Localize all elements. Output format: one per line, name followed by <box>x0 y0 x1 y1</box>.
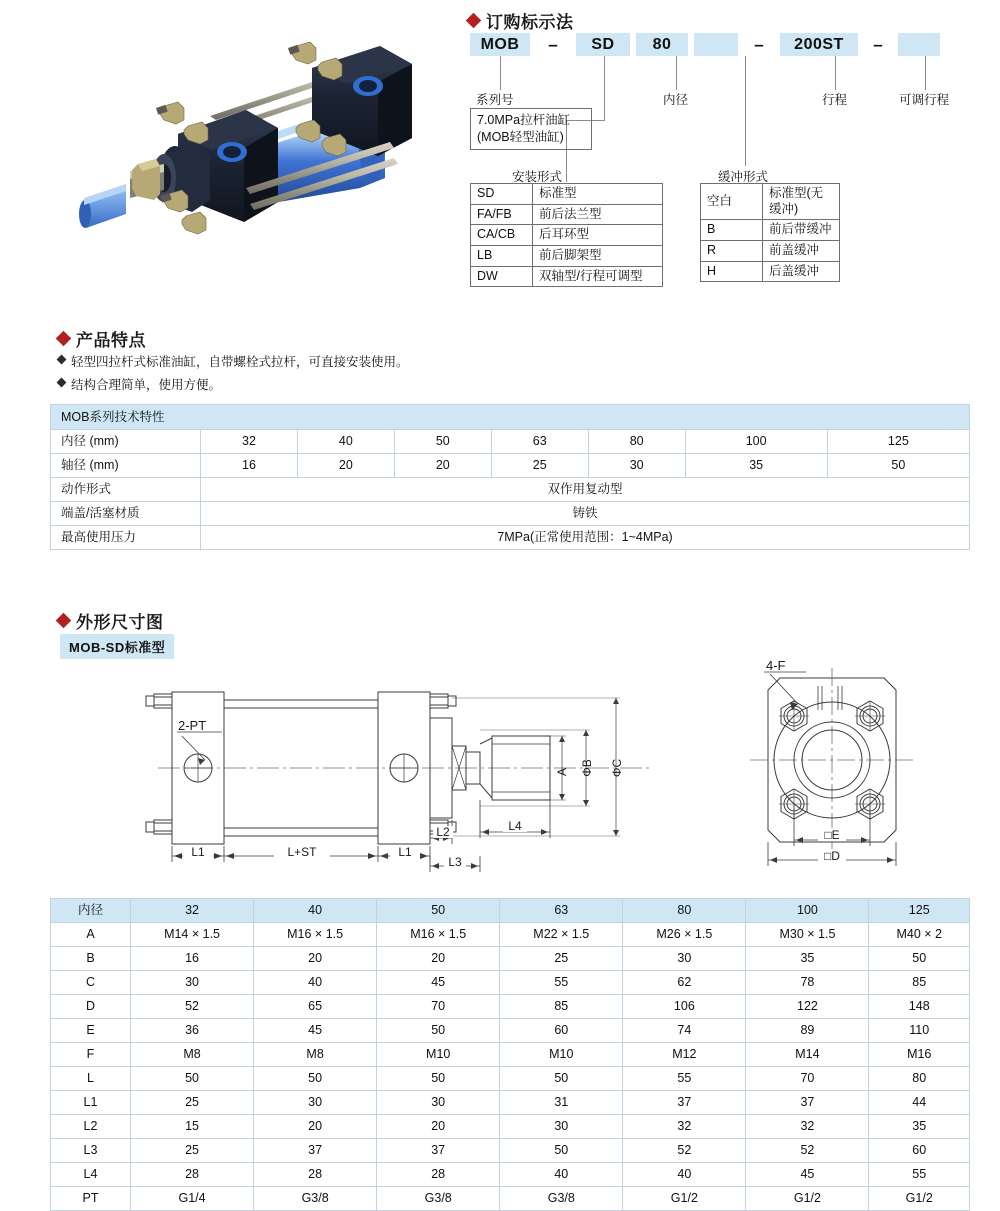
dimension-cell: 37 <box>377 1139 500 1163</box>
dimension-cell: M12 <box>623 1043 746 1067</box>
spec-table <box>50 404 970 550</box>
dimension-table-header-row <box>51 899 970 923</box>
mount-type-row <box>471 266 663 287</box>
dimension-header-bore: 80 <box>623 899 746 923</box>
spec-row-value: 50 <box>827 454 969 478</box>
leader-label-adj-stroke: 可调行程 <box>899 93 950 107</box>
dimension-cell: 45 <box>746 1163 869 1187</box>
spec-row-value: 30 <box>588 454 685 478</box>
dimension-cell: 32 <box>623 1115 746 1139</box>
dimension-table-row <box>51 995 970 1019</box>
dimension-header-bore: 50 <box>377 899 500 923</box>
dimension-cell: 28 <box>131 1163 254 1187</box>
dimension-cell: 30 <box>377 1091 500 1115</box>
code-box-blank <box>694 33 738 56</box>
spec-row-value: 25 <box>491 454 588 478</box>
cushion-type-code: 空白 <box>701 184 763 220</box>
spec-row-value: 50 <box>394 430 491 454</box>
dimension-table-row <box>51 1163 970 1187</box>
cushion-type-caption: 缓冲形式 <box>718 170 769 184</box>
dimension-cell: 45 <box>254 1019 377 1043</box>
dimension-cell: G1/2 <box>623 1187 746 1211</box>
dimension-cell: 62 <box>623 971 746 995</box>
dimension-cell: M8 <box>131 1043 254 1067</box>
spec-row-label: 端盖/活塞材质 <box>51 502 201 526</box>
dimension-table-row <box>51 1139 970 1163</box>
dimension-row-label: F <box>51 1043 131 1067</box>
dimension-cell: 80 <box>869 1067 970 1091</box>
code-separator-dash: – <box>754 34 764 54</box>
leader-line-stroke <box>835 56 836 90</box>
dimension-cell: M14 × 1.5 <box>131 923 254 947</box>
code-separator-dash: – <box>873 34 883 54</box>
dimension-row-label: D <box>51 995 131 1019</box>
mount-type-desc: 前后脚架型 <box>533 245 663 266</box>
dimension-cell: 55 <box>623 1067 746 1091</box>
svg-text:□E: □E <box>824 828 840 842</box>
ordering-section-title: 订购标示法 <box>486 13 574 32</box>
leader-line-adj-stroke <box>925 56 926 90</box>
dimension-cell: 32 <box>746 1115 869 1139</box>
dimension-row-label: C <box>51 971 131 995</box>
dimension-row-label: L2 <box>51 1115 131 1139</box>
spec-row-label: 内径 (mm) <box>51 430 201 454</box>
dimension-row-label: L4 <box>51 1163 131 1187</box>
dimension-row-label: E <box>51 1019 131 1043</box>
dimension-cell: 20 <box>377 947 500 971</box>
feature-item <box>58 375 658 393</box>
spec-row-label: 轴径 (mm) <box>51 454 201 478</box>
series-note-box <box>470 108 592 150</box>
dimension-cell: 50 <box>500 1139 623 1163</box>
dimension-cell: 148 <box>869 995 970 1019</box>
dimension-cell: 122 <box>746 995 869 1019</box>
spec-row-value: 80 <box>588 430 685 454</box>
diamond-bullet-icon <box>466 13 482 29</box>
dimension-cell: 20 <box>254 1115 377 1139</box>
dimension-cell: 28 <box>377 1163 500 1187</box>
dimension-cell: 85 <box>869 971 970 995</box>
dimension-cell: 65 <box>254 995 377 1019</box>
cushion-type-code: B <box>701 220 763 241</box>
drawing-variant-badge: MOB-SD标准型 <box>60 634 174 659</box>
ordering-section-heading <box>468 8 574 33</box>
mount-type-code: FA/FB <box>471 204 533 225</box>
dimension-table <box>50 898 970 1211</box>
spec-row-label: 最高使用压力 <box>51 526 201 550</box>
leader-label-stroke: 行程 <box>822 93 848 107</box>
dimension-table-row <box>51 1091 970 1115</box>
dimension-cell: G1/4 <box>131 1187 254 1211</box>
mount-type-desc: 双轴型/行程可调型 <box>533 266 663 287</box>
svg-text:2-PT: 2-PT <box>178 718 207 733</box>
dimension-cell: 30 <box>254 1091 377 1115</box>
spec-table-title: MOB系列技术特性 <box>51 405 970 430</box>
dimension-header-bore: 32 <box>131 899 254 923</box>
dimension-cell: M30 × 1.5 <box>746 923 869 947</box>
dimension-cell: 37 <box>746 1091 869 1115</box>
dimension-header-bore: 125 <box>869 899 970 923</box>
dimension-cell: 55 <box>500 971 623 995</box>
cushion-type-row <box>701 240 840 261</box>
dimension-cell: 16 <box>131 947 254 971</box>
dimension-row-label: PT <box>51 1187 131 1211</box>
cushion-type-desc: 前盖缓冲 <box>763 240 840 261</box>
diamond-bullet-icon <box>56 613 72 629</box>
spec-row-value: 40 <box>297 430 394 454</box>
cushion-type-row <box>701 261 840 282</box>
dimension-cell: M16 × 1.5 <box>254 923 377 947</box>
dimension-cell: 50 <box>377 1019 500 1043</box>
dimension-table-row <box>51 947 970 971</box>
dimension-cell: M40 × 2 <box>869 923 970 947</box>
dimension-row-label: L <box>51 1067 131 1091</box>
dimension-cell: 37 <box>623 1091 746 1115</box>
dimension-cell: 74 <box>623 1019 746 1043</box>
dimension-cell: 52 <box>746 1139 869 1163</box>
dimension-cell: 50 <box>131 1067 254 1091</box>
cushion-type-row <box>701 184 840 220</box>
spec-row-value: 双作用复动型 <box>201 478 970 502</box>
dimension-cell: 60 <box>869 1139 970 1163</box>
leader-line-mount <box>604 56 605 120</box>
dimension-table-row <box>51 1067 970 1091</box>
leader-label-bore: 内径 <box>663 93 689 107</box>
code-box-80: 80 <box>636 33 688 56</box>
dimension-header-bore: 40 <box>254 899 377 923</box>
mount-type-caption: 安装形式 <box>512 170 563 184</box>
code-box-blank <box>898 33 940 56</box>
spec-row-value: 35 <box>685 454 827 478</box>
dimension-row-label: L1 <box>51 1091 131 1115</box>
dimension-table-row <box>51 1187 970 1211</box>
dimension-cell: M10 <box>377 1043 500 1067</box>
dimension-cell: 50 <box>377 1067 500 1091</box>
series-note-line2: (MOB轻型油缸) <box>477 129 564 144</box>
dimension-cell: M10 <box>500 1043 623 1067</box>
leader-line-bore <box>676 56 677 90</box>
dimension-cell: 25 <box>131 1091 254 1115</box>
dimension-table-row <box>51 971 970 995</box>
dimension-cell: 85 <box>500 995 623 1019</box>
diamond-bullet-icon <box>57 355 67 365</box>
features-list <box>58 352 658 398</box>
svg-text:L1: L1 <box>191 845 205 859</box>
dimension-cell: M16 × 1.5 <box>377 923 500 947</box>
spec-table-title-row <box>51 405 970 430</box>
feature-item <box>58 352 658 370</box>
dimension-cell: 25 <box>500 947 623 971</box>
dimension-table-row <box>51 923 970 947</box>
svg-text:ΦC: ΦC <box>610 758 624 778</box>
ordering-code-row <box>470 33 940 56</box>
spec-table-row <box>51 430 970 454</box>
cushion-type-code: R <box>701 240 763 261</box>
diamond-bullet-icon <box>56 331 72 347</box>
svg-text:ΦB: ΦB <box>580 759 594 777</box>
svg-text:4-F: 4-F <box>766 660 786 673</box>
dimension-table-row <box>51 1043 970 1067</box>
dimension-cell: 50 <box>869 947 970 971</box>
dimension-header-bore: 63 <box>500 899 623 923</box>
svg-text:L3: L3 <box>448 855 462 869</box>
code-box-mob: MOB <box>470 33 530 56</box>
dimension-cell: 78 <box>746 971 869 995</box>
svg-text:A: A <box>555 767 569 777</box>
dimension-cell: 70 <box>746 1067 869 1091</box>
dimension-cell: 106 <box>623 995 746 1019</box>
dimension-cell: 15 <box>131 1115 254 1139</box>
dimension-cell: M26 × 1.5 <box>623 923 746 947</box>
dimension-cell: 60 <box>500 1019 623 1043</box>
dimension-cell: 20 <box>377 1115 500 1139</box>
dimension-cell: 50 <box>500 1067 623 1091</box>
mount-type-desc: 标准型 <box>533 184 663 205</box>
spec-row-label: 动作形式 <box>51 478 201 502</box>
dimension-row-label: L3 <box>51 1139 131 1163</box>
mount-type-row <box>471 184 663 205</box>
dimension-cell: 52 <box>623 1139 746 1163</box>
svg-text:□D: □D <box>824 849 840 863</box>
dimension-cell: 30 <box>500 1115 623 1139</box>
dimension-cell: 31 <box>500 1091 623 1115</box>
dimension-cell: 52 <box>131 995 254 1019</box>
code-separator-dash: – <box>548 34 558 54</box>
dimension-cell: 30 <box>131 971 254 995</box>
spec-row-value: 铸铁 <box>201 502 970 526</box>
mount-type-code: SD <box>471 184 533 205</box>
dimension-cell: 44 <box>869 1091 970 1115</box>
dimension-row-label: A <box>51 923 131 947</box>
spec-row-value: 7MPa(正常使用范围：1~4MPa) <box>201 526 970 550</box>
feature-text: 结构合理简单，使用方便。 <box>71 378 222 392</box>
dimension-cell: 40 <box>500 1163 623 1187</box>
mount-type-desc: 后耳环型 <box>533 225 663 246</box>
dimension-cell: 35 <box>746 947 869 971</box>
diamond-bullet-icon <box>57 378 67 388</box>
cushion-type-row <box>701 220 840 241</box>
dimension-header-label: 内径 <box>51 899 131 923</box>
spec-row-value: 125 <box>827 430 969 454</box>
dimension-cell: M16 <box>869 1043 970 1067</box>
cushion-type-table <box>700 183 840 282</box>
mount-type-row <box>471 204 663 225</box>
dimension-cell: 36 <box>131 1019 254 1043</box>
svg-text:L2: L2 <box>436 825 450 839</box>
svg-text:L1: L1 <box>398 845 412 859</box>
mount-type-code: CA/CB <box>471 225 533 246</box>
mount-type-row <box>471 225 663 246</box>
spec-row-value: 100 <box>685 430 827 454</box>
mount-type-row <box>471 245 663 266</box>
product-photo <box>60 38 460 283</box>
feature-text: 轻型四拉杆式标准油缸，自带螺栓式拉杆，可直接安装使用。 <box>71 355 409 369</box>
svg-text:L4: L4 <box>508 819 522 833</box>
spec-table-row <box>51 502 970 526</box>
series-note-line1: 7.0MPa拉杆油缸 <box>477 113 571 127</box>
features-section-heading <box>58 326 146 351</box>
dimension-cell: 20 <box>254 947 377 971</box>
mount-type-table <box>470 183 663 287</box>
dimension-cell: 55 <box>869 1163 970 1187</box>
mount-type-desc: 前后法兰型 <box>533 204 663 225</box>
dimension-cell: 30 <box>623 947 746 971</box>
dimensions-section-title: 外形尺寸图 <box>76 613 164 632</box>
spec-row-value: 16 <box>201 454 298 478</box>
dimension-cell: G3/8 <box>254 1187 377 1211</box>
dimension-cell: 28 <box>254 1163 377 1187</box>
spec-table-row <box>51 454 970 478</box>
cushion-type-desc: 后盖缓冲 <box>763 261 840 282</box>
dimension-cell: 40 <box>254 971 377 995</box>
leader-line-series <box>500 56 501 90</box>
features-section-title: 产品特点 <box>76 331 146 350</box>
dimension-cell: M22 × 1.5 <box>500 923 623 947</box>
dimension-cell: 25 <box>131 1139 254 1163</box>
code-box-200st: 200ST <box>780 33 858 56</box>
spec-table-row <box>51 526 970 550</box>
dimension-cell: M14 <box>746 1043 869 1067</box>
dimension-cell: 37 <box>254 1139 377 1163</box>
cushion-type-code: H <box>701 261 763 282</box>
dimension-cell: 89 <box>746 1019 869 1043</box>
dimension-table-row <box>51 1019 970 1043</box>
dimension-cell: G3/8 <box>377 1187 500 1211</box>
dimension-row-label: B <box>51 947 131 971</box>
dimensions-section-heading <box>58 608 164 633</box>
leader-label-series: 系列号 <box>476 93 514 107</box>
dimension-table-row <box>51 1115 970 1139</box>
spec-row-value: 20 <box>297 454 394 478</box>
mount-type-code: DW <box>471 266 533 287</box>
leader-line-cushion <box>745 56 746 166</box>
dimension-cell: 35 <box>869 1115 970 1139</box>
spec-row-value: 32 <box>201 430 298 454</box>
dimension-cell: 50 <box>254 1067 377 1091</box>
spec-row-value: 63 <box>491 430 588 454</box>
dimension-cell: M8 <box>254 1043 377 1067</box>
mount-type-code: LB <box>471 245 533 266</box>
dimension-cell: 70 <box>377 995 500 1019</box>
outline-dimension-drawing <box>50 660 970 885</box>
dimension-cell: 110 <box>869 1019 970 1043</box>
dimension-cell: G1/2 <box>746 1187 869 1211</box>
svg-text:L+ST: L+ST <box>287 845 317 859</box>
dimension-cell: 40 <box>623 1163 746 1187</box>
spec-row-value: 20 <box>394 454 491 478</box>
code-box-sd: SD <box>576 33 630 56</box>
cushion-type-desc: 标准型(无缓冲) <box>763 184 840 220</box>
cushion-type-desc: 前后带缓冲 <box>763 220 840 241</box>
dimension-header-bore: 100 <box>746 899 869 923</box>
dimension-cell: 45 <box>377 971 500 995</box>
dimension-cell: G3/8 <box>500 1187 623 1211</box>
dimension-cell: G1/2 <box>869 1187 970 1211</box>
spec-table-row <box>51 478 970 502</box>
